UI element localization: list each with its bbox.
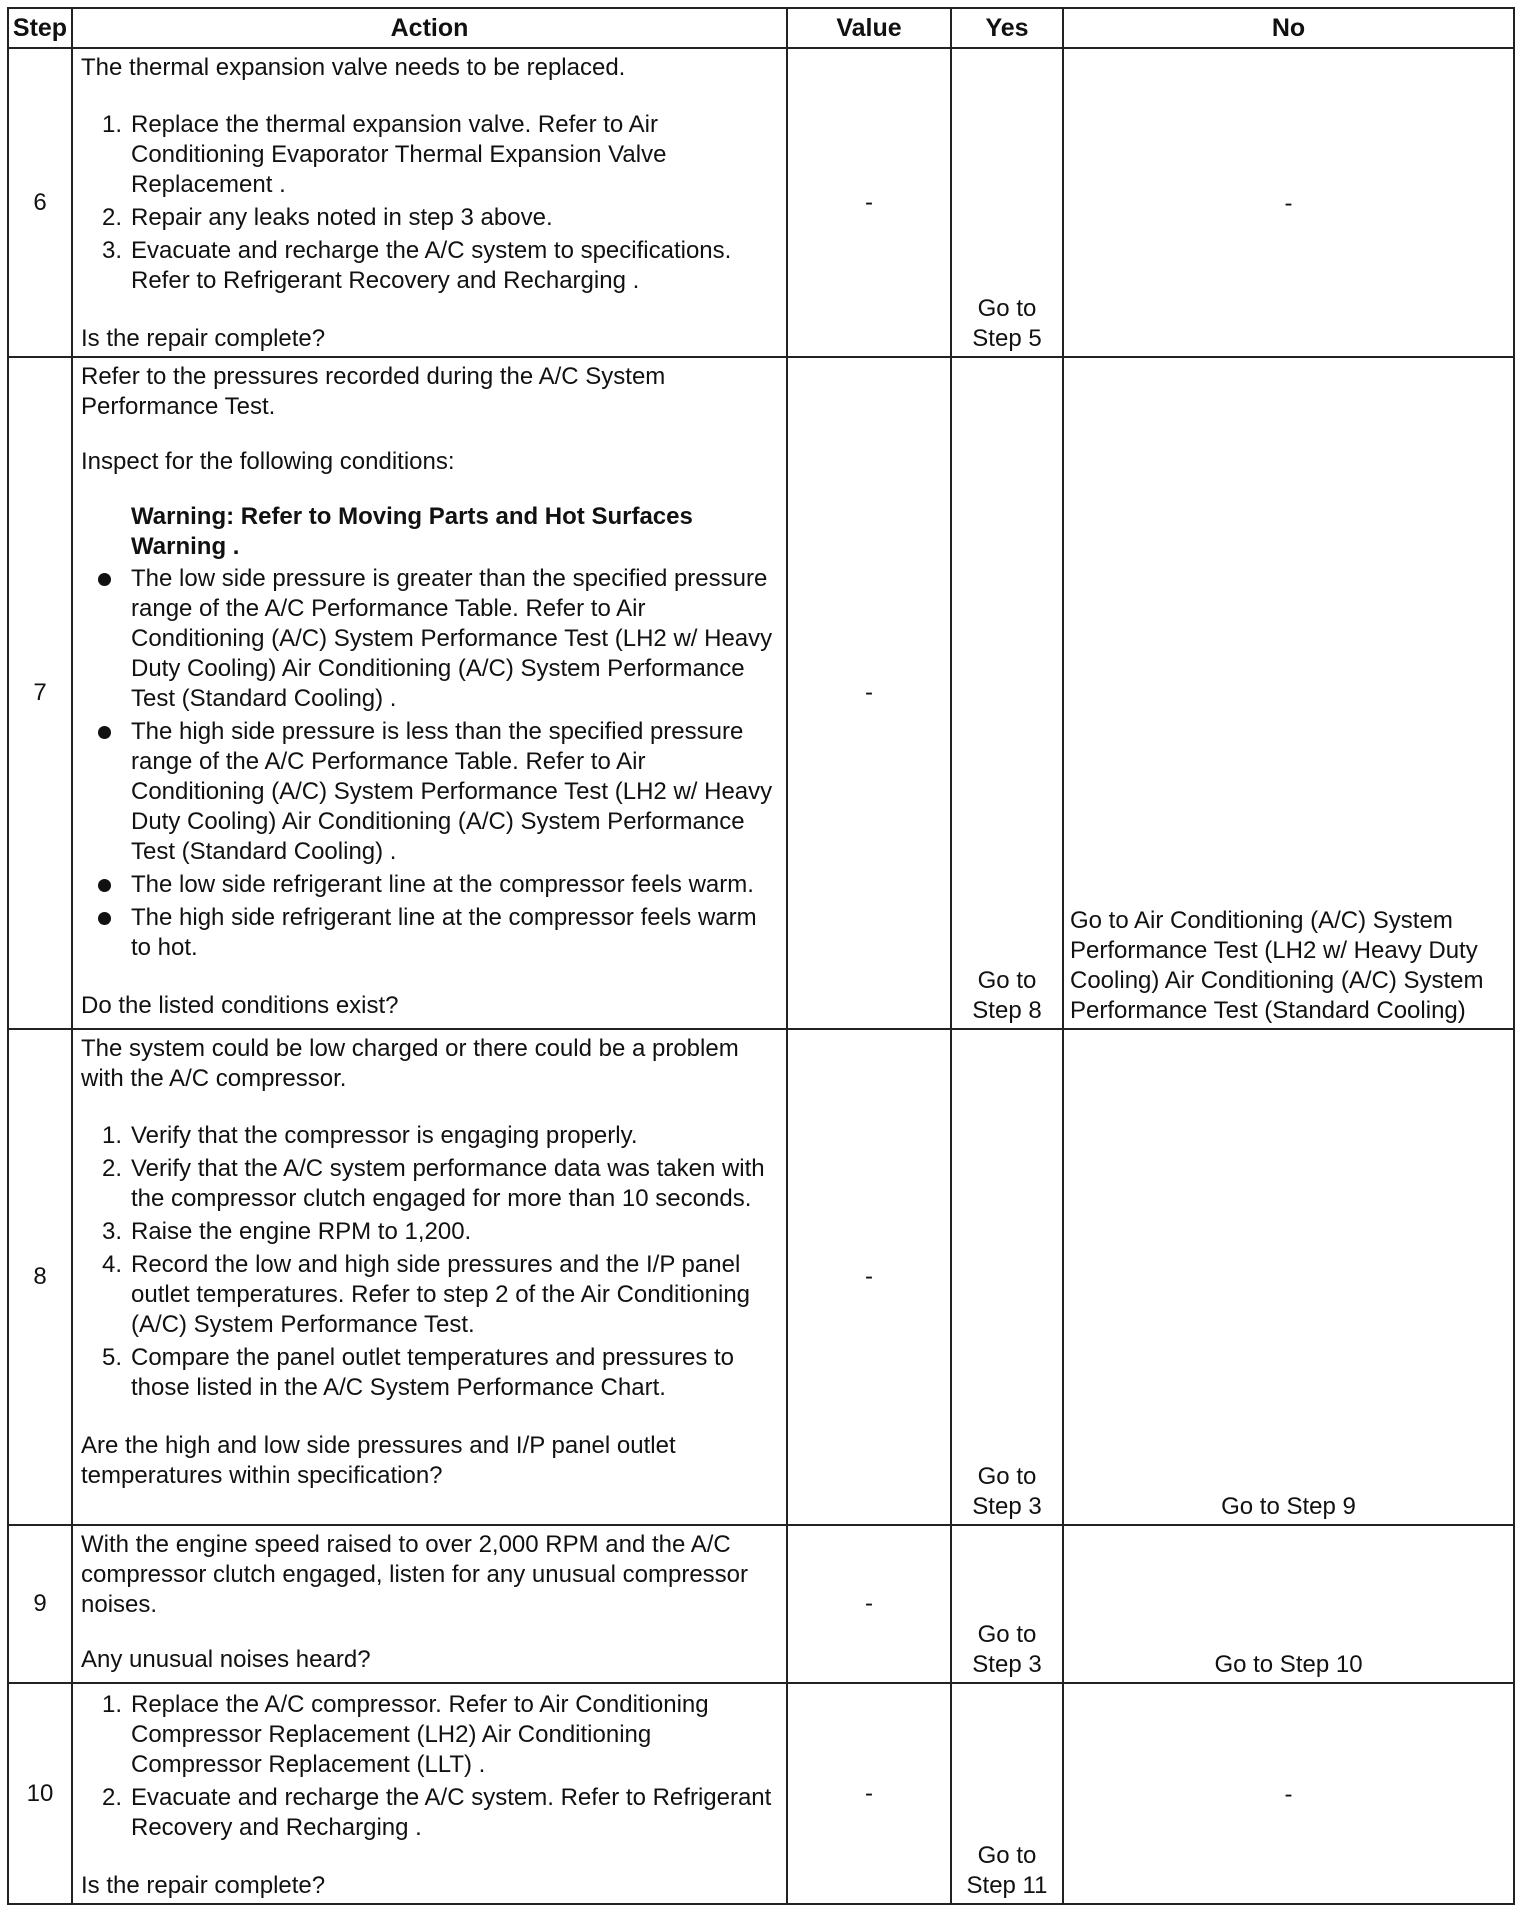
- list-item: The high side pressure is less than the specified pressure range of the A/C Performance Table. Refer to Air Conditioning (A/C) System Performance Test (LH2 w/ Heavy Duty Cooling) Air Conditioning (A/C) System Performance Test (Standard Cooling) .: [81, 717, 778, 867]
- action-cell: [72, 1029, 787, 1525]
- action-cell: [72, 48, 787, 357]
- action-question: Is the repair complete?: [81, 1872, 326, 1899]
- list-item: 2. Repair any leaks noted in step 3 above.: [101, 204, 553, 231]
- list-item: 2. Evacuate and recharge the A/C system. Refer to Refrigerant Recovery and Recharging .: [101, 1784, 772, 1841]
- list-item: The low side pressure is greater than the specified pressure range of the A/C Performance Table. Refer to Air Conditioning (A/C) System Performance Test (LH2 w/ Heavy Duty Cooling) Air Conditioning (A/C) System Performance Test (Standard Cooling) .: [81, 564, 778, 714]
- action-question: Is the repair complete?: [81, 325, 326, 352]
- action-intro: The system could be low charged or there could be a problem with the A/C compressor.: [81, 1035, 739, 1092]
- action-cell: [72, 1683, 787, 1904]
- list-item: 3. Raise the engine RPM to 1,200.: [101, 1218, 472, 1245]
- header-value: Value: [787, 8, 951, 48]
- no-cell: -: [1063, 1683, 1514, 1904]
- table-row-step-8: [8, 1029, 1514, 1525]
- header-yes: Yes: [951, 8, 1063, 48]
- list-item: 2. Verify that the A/C system performance data was taken with the compressor clutch engaged for more than 10 seconds.: [101, 1155, 765, 1212]
- no-cell: Go to Step 9: [1063, 1029, 1514, 1525]
- warning-note: Warning: Refer to Moving Parts and Hot Surfaces Warning .: [131, 503, 693, 560]
- action-question: Are the high and low side pressures and I/P panel outlet temperatures within specification?: [81, 1432, 676, 1489]
- yes-cell: Go to Step 3: [951, 1029, 1063, 1525]
- value-cell: -: [787, 1683, 951, 1904]
- yes-cell: Go to Step 3: [951, 1525, 1063, 1683]
- list-item: 1. Replace the A/C compressor. Refer to Air Conditioning Compressor Replacement (LH2) Air Conditioning Compressor Replacement (LLT) .: [101, 1691, 709, 1778]
- bullet-icon: [81, 903, 131, 963]
- step-number: 10: [8, 1683, 72, 1904]
- no-cell: -: [1063, 48, 1514, 357]
- action-cell: [72, 1525, 787, 1683]
- action-cell: [72, 357, 787, 1029]
- action-intro: Refer to the pressures recorded during the A/C System Performance Test.: [81, 363, 666, 420]
- value-cell: -: [787, 1029, 951, 1525]
- list-item: 1. Verify that the compressor is engaging properly.: [101, 1122, 638, 1149]
- step-number: 9: [8, 1525, 72, 1683]
- action-steps: [81, 110, 778, 296]
- action-intro: With the engine speed raised to over 2,000 RPM and the A/C compressor clutch engaged, listen for any unusual compressor noises.: [81, 1531, 749, 1618]
- yes-cell: Go to Step 5: [951, 48, 1063, 357]
- value-cell: -: [787, 1525, 951, 1683]
- header-row: [8, 8, 1514, 48]
- step-number: 7: [8, 357, 72, 1029]
- action-steps: [81, 1121, 778, 1403]
- list-item: The low side refrigerant line at the compressor feels warm.: [81, 870, 778, 900]
- list-item: 4. Record the low and high side pressures and the I/P panel outlet temperatures. Refer to step 2 of the Air Conditioning (A/C) System Performance Test.: [101, 1251, 751, 1338]
- no-cell: Go to Step 10: [1063, 1525, 1514, 1683]
- table-row-step-7: [8, 357, 1514, 1029]
- table-row-step-9: [8, 1525, 1514, 1683]
- no-cell: Go to Air Conditioning (A/C) System Performance Test (LH2 w/ Heavy Duty Cooling) Air Conditioning (A/C) System Performance Test (Standard Cooling): [1063, 357, 1514, 1029]
- yes-cell: Go to Step 8: [951, 357, 1063, 1029]
- action-question: Do the listed conditions exist?: [81, 992, 399, 1019]
- list-item: 5. Compare the panel outlet temperatures and pressures to those listed in the A/C System Performance Chart.: [101, 1344, 735, 1401]
- list-item: 3. Evacuate and recharge the A/C system to specifications. Refer to Refrigerant Recovery and Recharging .: [101, 237, 732, 294]
- bullet-icon: [81, 870, 131, 900]
- bullet-icon: [81, 564, 131, 714]
- action-steps: [81, 1690, 778, 1843]
- value-cell: -: [787, 48, 951, 357]
- table-row-step-6: [8, 48, 1514, 357]
- header-no: No: [1063, 8, 1514, 48]
- step-number: 8: [8, 1029, 72, 1525]
- header-action: Action: [72, 8, 787, 48]
- header-step: Step: [8, 8, 72, 48]
- action-question: Any unusual noises heard?: [81, 1646, 371, 1673]
- action-intro-secondary: Inspect for the following conditions:: [81, 448, 455, 475]
- value-cell: -: [787, 357, 951, 1029]
- list-item: 1. Replace the thermal expansion valve. Refer to Air Conditioning Evaporator Thermal Expansion Valve Replacement .: [101, 111, 667, 198]
- list-item: The high side refrigerant line at the compressor feels warm to hot.: [81, 903, 778, 963]
- diagnostic-table: [7, 7, 1515, 1905]
- step-number: 6: [8, 48, 72, 357]
- bullet-icon: [81, 717, 131, 867]
- yes-cell: Go to Step 11: [951, 1683, 1063, 1904]
- condition-list: [81, 564, 778, 963]
- table-row-step-10: [8, 1683, 1514, 1904]
- action-intro: The thermal expansion valve needs to be replaced.: [81, 54, 626, 81]
